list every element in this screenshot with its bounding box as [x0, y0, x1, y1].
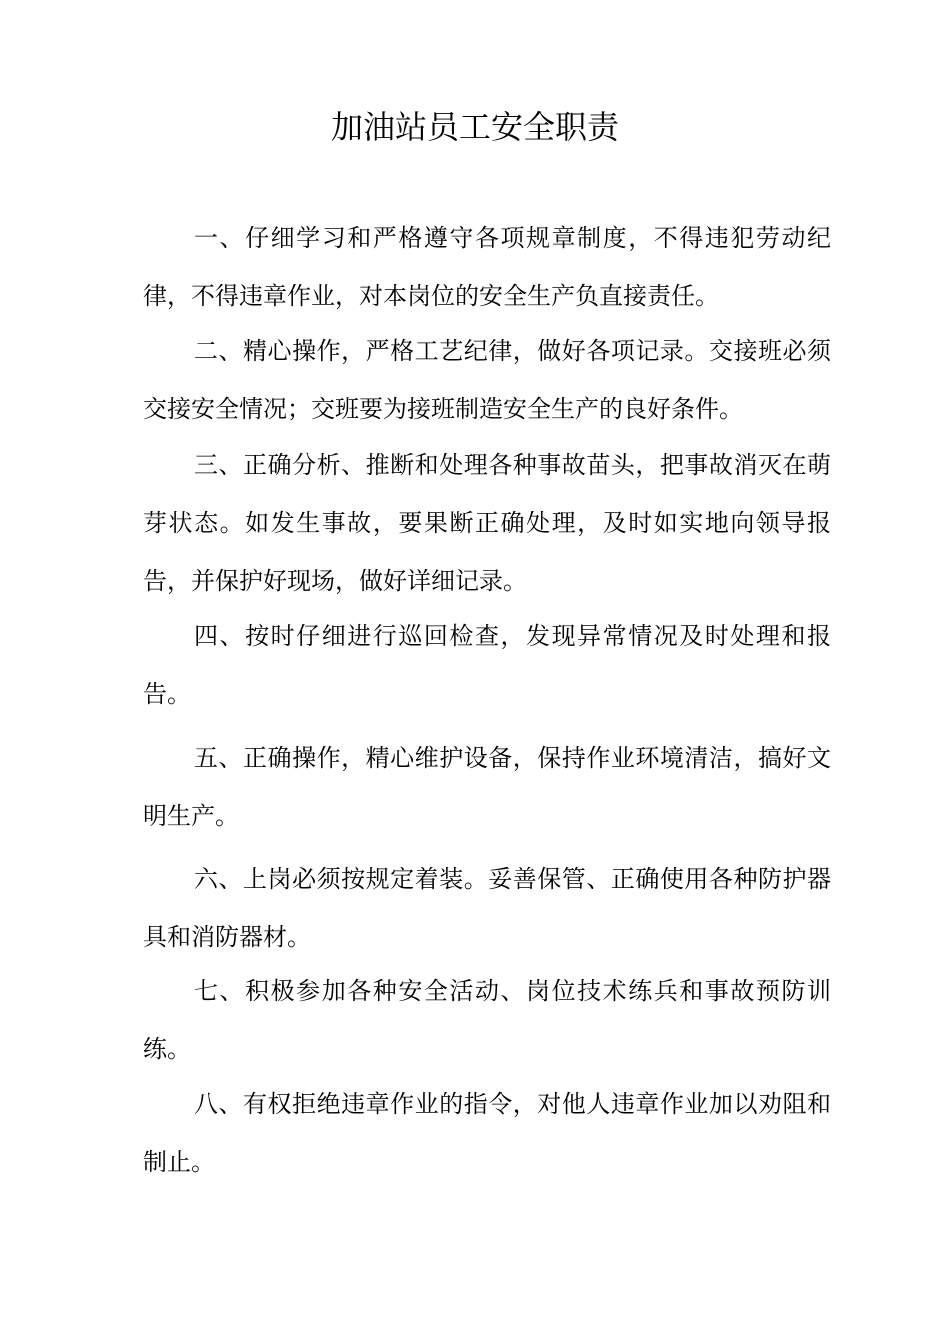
clause-2: 二、精心操作，严格工艺纪律，做好各项记录。交接班必须交接安全情况；交班要为接班制造安全生产的良好条件。 [143, 337, 831, 423]
clause-5: 五、正确操作，精心维护设备，保持作业环境清洁，搞好文明生产。 [143, 744, 831, 830]
clause-4: 四、按时仔细进行巡回检查，发现异常情况及时处理和报告。 [143, 622, 831, 708]
document-title: 加油站员工安全职责 [330, 108, 619, 146]
clause-3: 三、正确分析、推断和处理各种事故苗头，把事故消灭在萌芽状态。如发生事故，要果断正确处理，及时如实地向领导报告，并保护好现场，做好详细记录。 [143, 451, 831, 595]
clause-6: 六、上岗必须按规定着装。妥善保管、正确使用各种防护器具和消防器材。 [143, 865, 831, 951]
clause-8: 八、有权拒绝违章作业的指令，对他人违章作业加以劝阻和制止。 [143, 1090, 831, 1176]
clause-7: 七、积极参加各种安全活动、岗位技术练兵和事故预防训练。 [143, 977, 831, 1063]
clause-1: 一、仔细学习和严格遵守各项规章制度，不得违犯劳动纪律，不得违章作业，对本岗位的安全生产负直接责任。 [143, 224, 831, 310]
